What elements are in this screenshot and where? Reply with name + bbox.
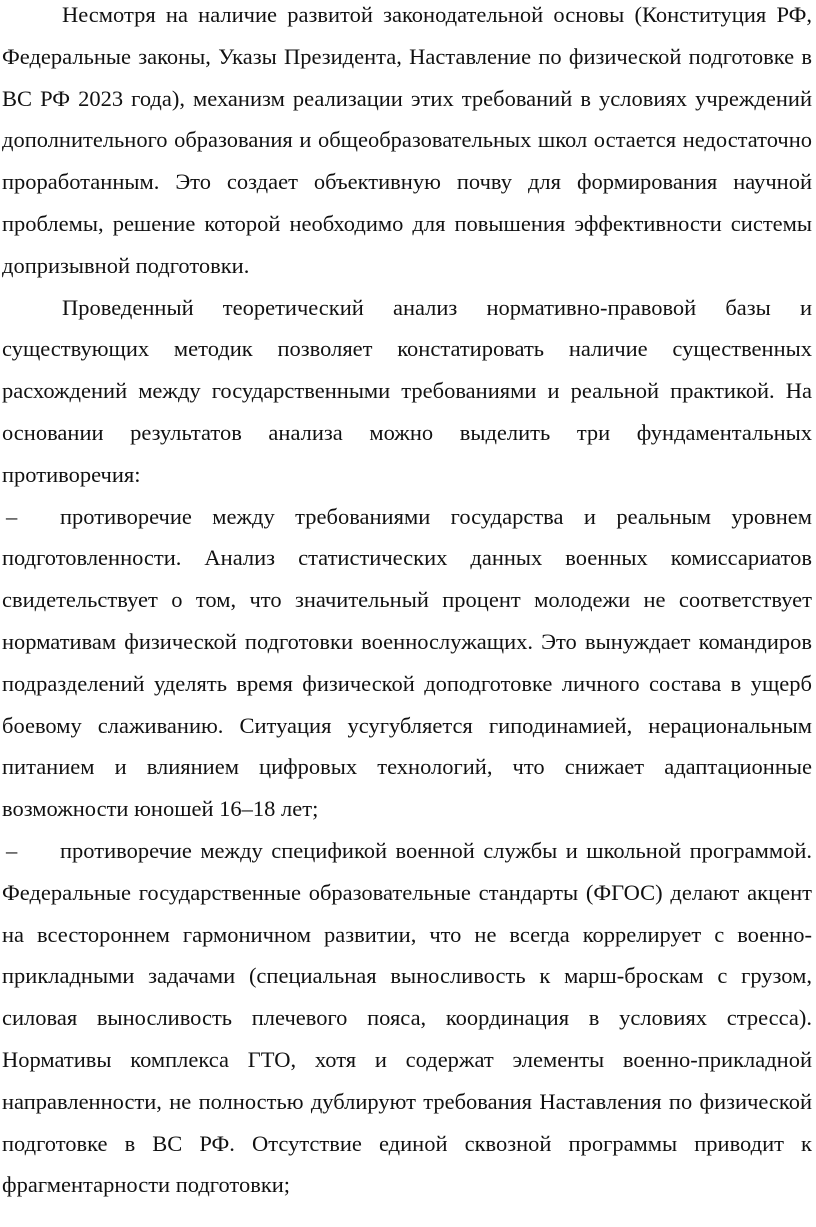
paragraph-legislative-basis: Несмотря на наличие развитой законодательной основы (Конституция РФ, Федеральные законы, Указы Президента, Наставление по физической подготовке в ВС РФ 2023 года), механизм реализации этих требований в условиях учреждений дополнительного образования и общеобразовательных школ остается недостаточно проработанным. Это создает объективную почву для формирования научной проблемы, решение которой необходимо для повышения эффективности системы допризывной подготовки.	[2, 2, 812, 278]
list-item-state-requirements	[2, 496, 812, 830]
list-dash-marker: –	[6, 837, 18, 863]
list-item-military-specifics	[2, 830, 812, 1206]
list-dash-marker: –	[6, 503, 18, 529]
list-item-text: противоречие между требованиями государства и реальным уровнем подготовленности. Анализ статистических данных военных комиссариатов свидетельствует о том, что значительный процент молодежи не соответствует нормативам физической подготовки военнослужащих. Это вынуждает командиров подразделений уделять время физической доподготовке личного состава в ущерб боевому слаживанию. Ситуация усугубляется гиподинамией, нерациональным питанием и влиянием цифровых технологий, что снижает адаптационные возможности юношей 16–18 лет;	[2, 503, 812, 822]
paragraph-theoretical-analysis: Проведенный теоретический анализ нормативно-правовой базы и существующих методик позволяет констатировать наличие существенных расхождений между государственными требованиями и реальной практикой. На основании результатов анализа можно выделить три фундаментальных противоречия:	[2, 294, 812, 487]
list-item-text: противоречие между спецификой военной службы и школьной программой. Федеральные государственные образовательные стандарты (ФГОС) делают акцент на всестороннем гармоничном развитии, что не всегда коррелирует с военно-прикладными задачами (специальная выносливость к марш-броскам с грузом, силовая выносливость плечевого пояса, координация в условиях стресса). Нормативы комплекса ГТО, хотя и содержат элементы военно-прикладной направленности, не полностью дублируют требования Наставления по физической подготовке в ВС РФ. Отсутствие единой сквозной программы приводит к фрагментарности подготовки;	[2, 837, 812, 1198]
